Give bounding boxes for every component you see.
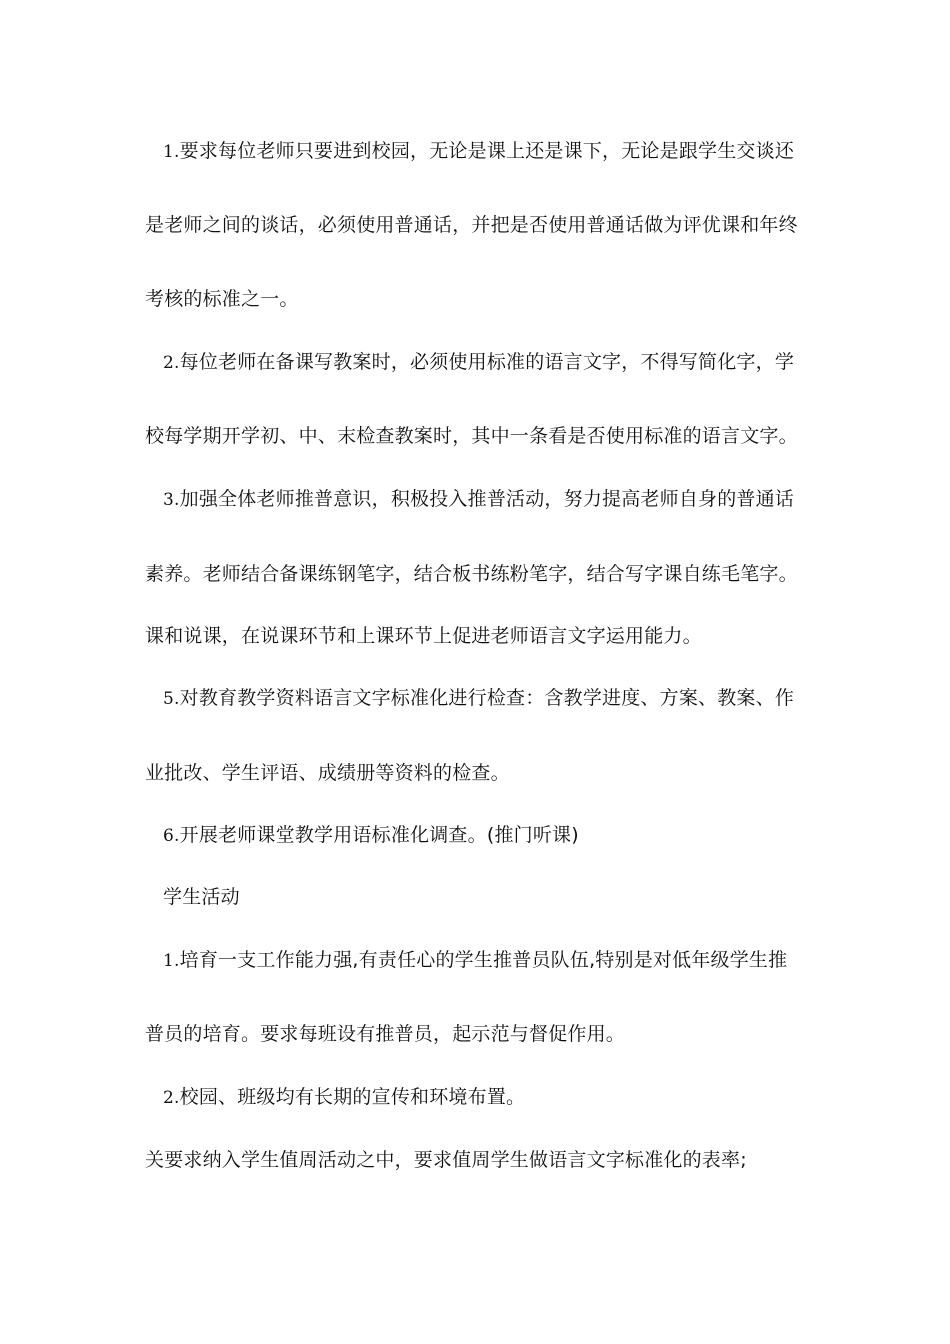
section-heading xyxy=(163,885,240,909)
line-text: 开展老师课堂教学用语标准化调查。(推门听课) xyxy=(179,824,579,846)
line-text: 课和说课，在说课环节和上课环节上促进老师语言文字运用能力。 xyxy=(145,625,702,647)
line-text: 素养。老师结合备课练钢笔字，结合板书练粉笔字，结合写字课自练毛笔字。 xyxy=(145,563,798,585)
item-number: 1. xyxy=(163,951,180,971)
line-text: 每位老师在备课写教案时，必须使用标准的语言文字，不得写简化字，学 xyxy=(179,351,795,373)
line-text: 培育一支工作能力强,有责任心的学生推普员队伍,特别是对低年级学生推 xyxy=(179,949,788,971)
paragraph-line xyxy=(145,562,798,586)
paragraph-line xyxy=(145,1022,625,1046)
line-text: 加强全体老师推普意识，积极投入推普活动，努力提高老师自身的普通话 xyxy=(179,488,795,510)
item-number: 5. xyxy=(163,689,180,709)
paragraph-line xyxy=(145,287,299,311)
line-text: 是老师之间的谈话，必须使用普通话，并把是否使用普通话做为评优课和年终 xyxy=(145,214,798,236)
item-number: 3. xyxy=(163,490,180,510)
paragraph-line xyxy=(163,823,579,848)
item-number: 2. xyxy=(163,353,180,373)
paragraph-line xyxy=(145,424,798,448)
paragraph-line xyxy=(145,624,702,648)
line-text: 关要求纳入学生值周活动之中，要求值周学生做语言文字标准化的表率; xyxy=(145,1149,747,1171)
item-number: 1. xyxy=(163,142,180,162)
line-text: 校每学期开学初、中、末检查教案时，其中一条看是否使用标准的语言文字。 xyxy=(145,425,798,447)
paragraph-line xyxy=(145,761,510,785)
paragraph-line xyxy=(145,213,798,237)
line-text: 业批改、学生评语、成绩册等资料的检查。 xyxy=(145,762,510,784)
item-number: 2. xyxy=(163,1088,180,1108)
line-text: 校园、班级均有长期的宣传和环境布置。 xyxy=(179,1086,526,1108)
paragraph-line xyxy=(163,948,787,973)
item-number: 6. xyxy=(163,826,180,846)
line-text: 对教育教学资料语言文字标准化进行检查：含教学进度、方案、教案、作 xyxy=(179,687,795,709)
line-text: 普员的培育。要求每班设有推普员，起示范与督促作用。 xyxy=(145,1023,626,1045)
paragraph-line xyxy=(163,350,794,375)
paragraph-line xyxy=(163,487,794,512)
paragraph-line xyxy=(145,1148,747,1172)
line-text: 要求每位老师只要进到校园，无论是课上还是课下，无论是跟学生交谈还 xyxy=(179,140,795,162)
paragraph-line xyxy=(163,686,794,711)
line-text: 考核的标准之一。 xyxy=(145,288,299,310)
paragraph-line xyxy=(163,1085,525,1110)
paragraph-line xyxy=(163,139,794,164)
heading-text: 学生活动 xyxy=(163,886,240,908)
